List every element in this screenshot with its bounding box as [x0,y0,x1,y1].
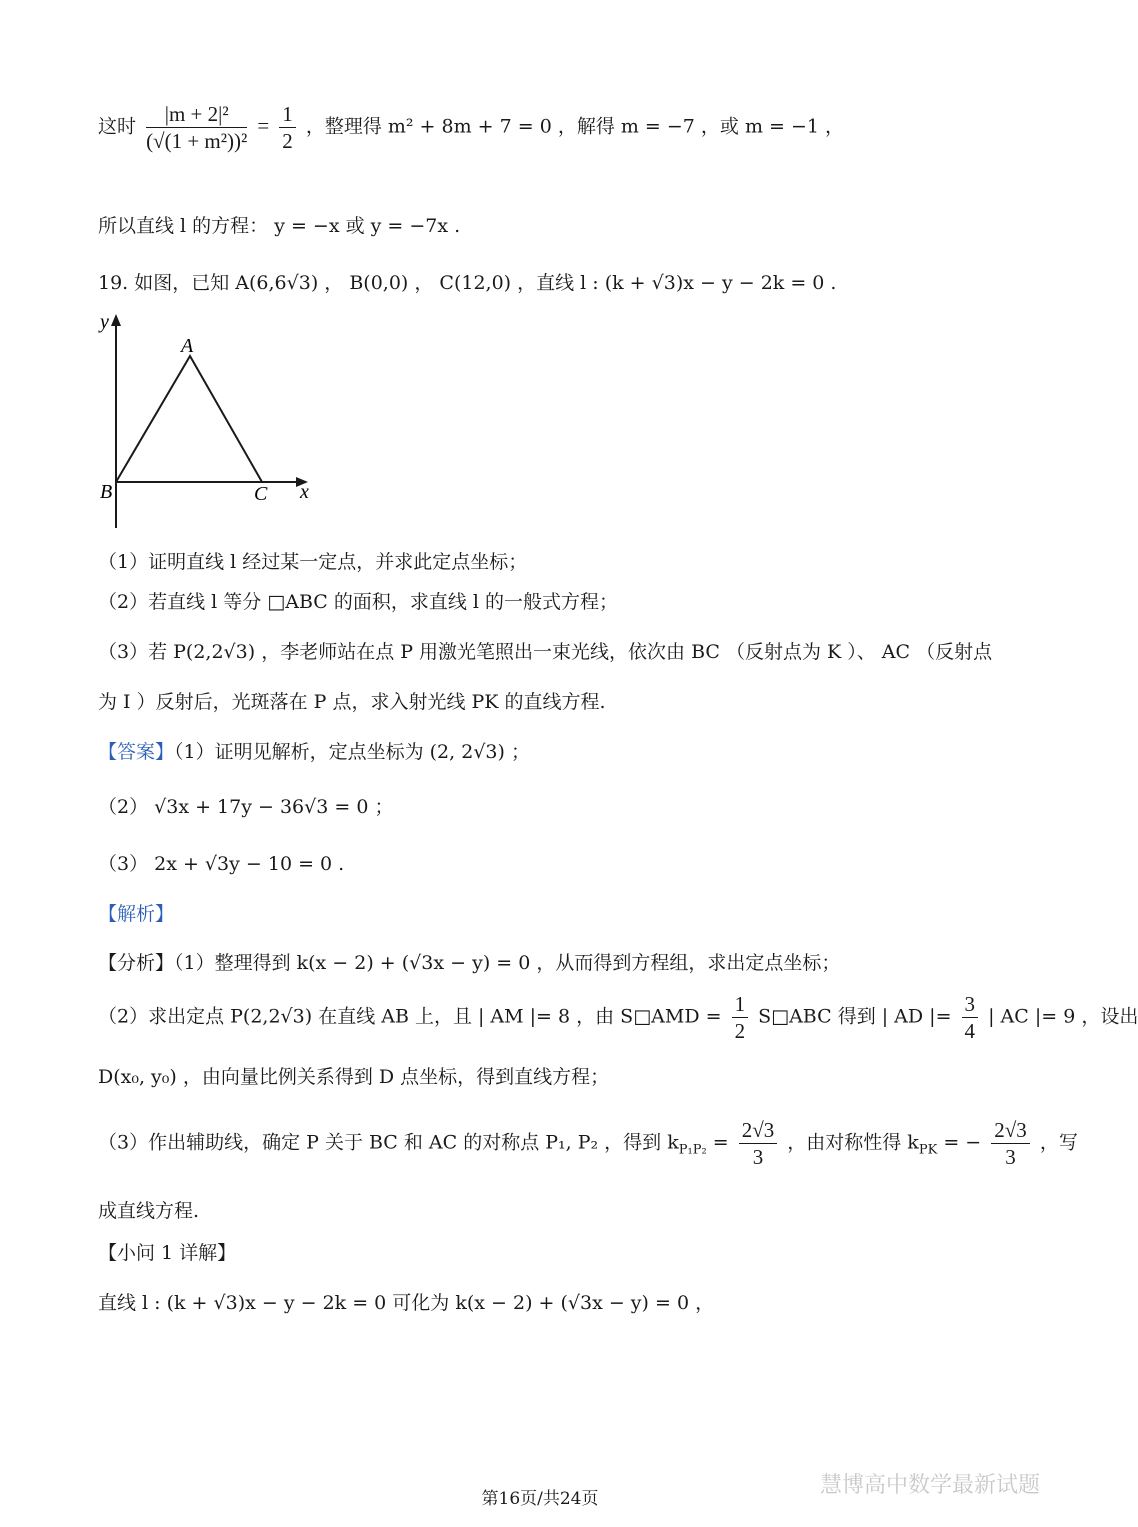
equals: = [257,113,270,138]
equals: = − [943,1131,982,1154]
subscript: PK [918,1142,938,1158]
denominator: 2 [282,129,293,153]
text-line-2 [98,211,460,238]
denominator: 3 [752,1145,764,1169]
denominator: 4 [964,1019,976,1043]
text: | AC |= 9 ，设出 [988,1005,1138,1028]
text: （3）若 P(2,2√3) ，李老师站在点 P 用激光笔照出一束光线，依次由 BC （反射点为 K ）、 AC （反射点 [98,641,993,663]
answer-tag: 【答案】 [98,741,175,763]
question-3-cont [98,687,606,714]
answer-2 [98,792,393,819]
analysis-line-3 [98,1118,1078,1169]
text: 成直线方程. [98,1200,200,1222]
denominator: (√(1 + m²))² [146,129,248,153]
numerator: 1 [732,992,749,1018]
watermark: 慧博高中数学最新试题 [819,1473,1040,1498]
text: ，由对称性得 k [787,1131,919,1154]
fraction [739,1118,778,1169]
numerator: 2√3 [991,1118,1030,1144]
text: （1）证明见解析，定点坐标为 (2, 2√3) ； [174,741,530,763]
text: 【小问 1 详解】 [98,1242,237,1264]
text: （1）证明直线 l 经过某一定点，并求此定点坐标； [98,551,528,573]
y-axis-arrow [111,314,121,326]
fraction [991,1118,1030,1169]
text: （3）作出辅助线，确定 P 关于 BC 和 AC 的对称点 P₁, P₂ ，得到 k [98,1131,679,1154]
label-a: A [181,335,194,357]
fraction [279,102,296,153]
question-1 [98,547,527,574]
text: 【解析】 [98,903,175,925]
text: D(x₀, y₀) ，由向量比例关系得到 D 点坐标，得到直线方程； [98,1066,610,1088]
text: 为 I ）反射后，光斑落在 P 点，求入射光线 PK 的直线方程. [98,691,606,713]
text: 【分析】（1）整理得到 k(x − 2) + (√3x − y) = 0 ，从而得到方程组，求出定点坐标； [98,952,841,974]
numerator: 2√3 [739,1118,778,1144]
solution-line-1 [98,1288,714,1315]
answer-1 [98,737,530,764]
numerator: 1 [279,102,296,128]
text: ，整理得 m² + 8m + 7 = 0 ，解得 m = −7 ，或 m = −1 ， [305,115,845,138]
label-x: x [300,481,309,503]
analysis-line-3b [98,1196,199,1223]
fraction [146,102,247,153]
question-3 [98,637,992,664]
problem-19-statement [98,268,836,295]
analysis-line-1 [98,948,840,975]
question-2 [98,587,618,614]
label-b: B [100,481,113,503]
numerator: |m + 2|² [146,102,247,128]
text: S□ABC 得到 | AD |= [758,1005,952,1028]
triangle-abc [116,356,262,482]
analysis-line-2 [98,992,1138,1043]
text: （2）求出定点 P(2,2√3) 在直线 AB 上，且 | AM |= 8 ，由 S□AMD = [98,1005,722,1028]
text: （3） 2x + √3y − 10 = 0 . [98,853,345,875]
text: 19. 如图，已知 A(6,6√3) ， B(0,0) ， C(12,0) ，直线 l : (k + √3)x − y − 2k = 0 . [98,272,837,294]
fraction [962,992,979,1043]
text: （2）若直线 l 等分 □ABC 的面积，求直线 l 的一般式方程； [98,591,619,613]
label-y: y [100,311,109,333]
text: ，写 [1039,1131,1078,1154]
page-footer: 第16页/共24页 [481,1489,599,1509]
text: 这时 [98,115,137,138]
fraction [732,992,749,1043]
subquestion-1-heading [98,1238,236,1265]
analysis-line-2b [98,1062,609,1089]
equals: = [712,1131,729,1154]
denominator: 3 [1005,1145,1016,1169]
triangle-figure [96,310,336,535]
text: （2） √3x + 17y − 36√3 = 0 ； [98,796,394,818]
text-line-1 [98,102,844,153]
answer-3 [98,849,344,876]
text: 所以直线 l 的方程： y = −x 或 y = −7x . [98,215,461,237]
text: 直线 l : (k + √3)x − y − 2k = 0 可化为 k(x − 2) + (√3x − y) = 0 ， [98,1292,715,1314]
denominator: 2 [734,1019,746,1043]
analysis-tag [98,899,174,926]
label-c: C [254,483,268,505]
subscript: P₁P₂ [678,1142,707,1158]
numerator: 3 [962,992,979,1018]
